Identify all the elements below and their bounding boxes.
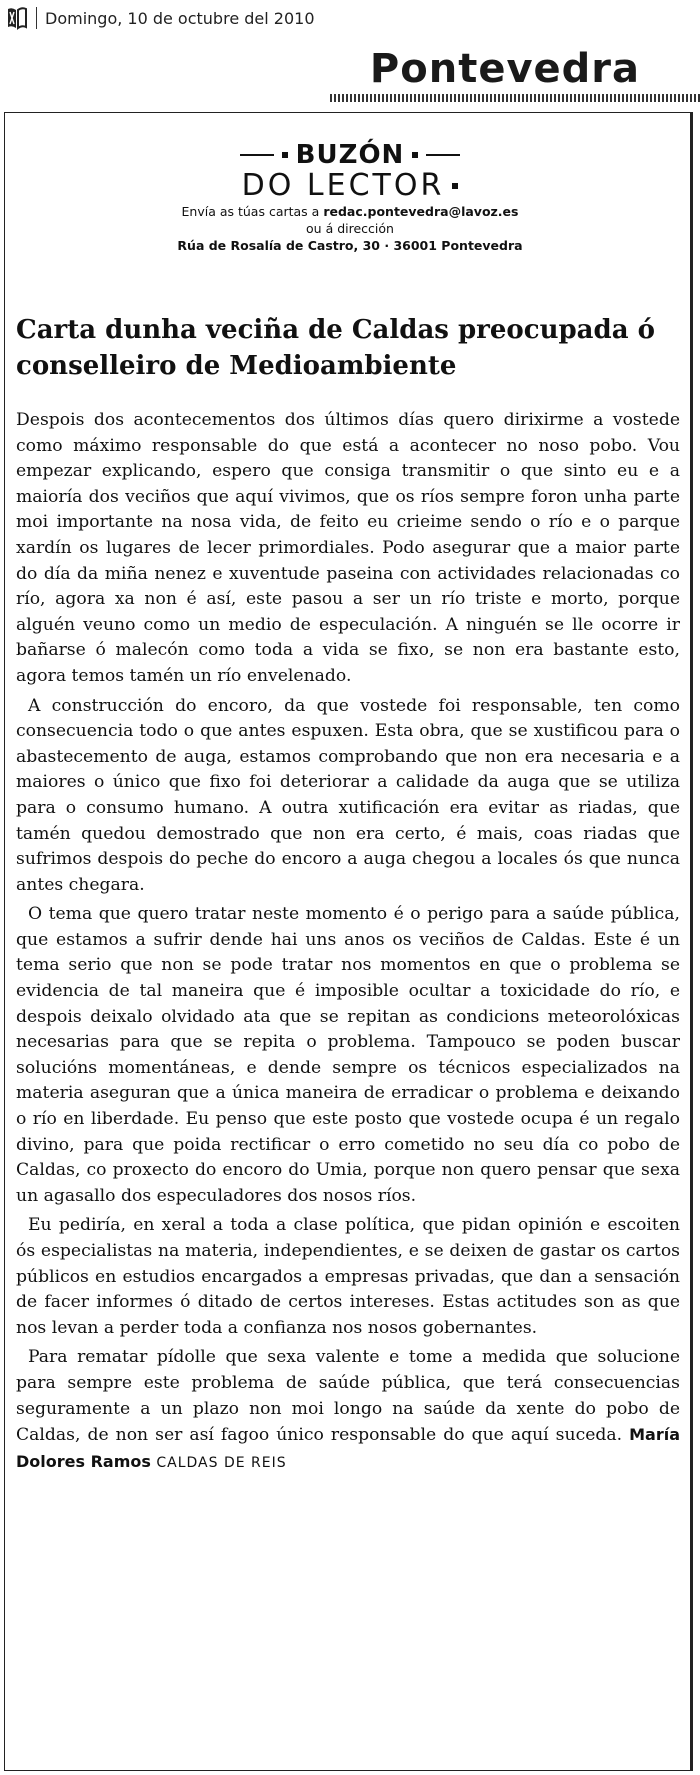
buzon-subtitle: DO LECTOR [241,168,445,203]
buzon-header [0,140,700,254]
bullet-icon [452,183,458,189]
buzon-subtitle-row [242,168,459,203]
paragraph: Despois dos acontecementos dos últimos días quero dirixirme a vostede como máximo responsable do que está a acontecer no noso pobo. Vou empezar explicando, espero que consiga transmitir o que sinto eu e a maioría dos veciños que aquí vivimos, que os ríos sempre foron unha parte moi importante na nosa vida, de feito eu crieime sendo o río e o parque xardín os lugares de lecer primordiales. Podo asegurar que a maior parte do día da miña nenez e xuventude paseina con actividades relacionadas co río, agora xa non é así, este pasou a ser un río triste e morto, porque alguén veuno como un medio de especulación. A ninguén se lle ocorre ir bañarse ó malecón como toda a vida se fixo, se non era bastante esto, agora temos tamén un río envelenado. [16,410,680,686]
top-bar [6,4,696,32]
author-place: CALDAS DE REIS [156,1454,287,1471]
or-line: ou á dirección [306,221,394,236]
author-name: María Dolores Ramos [16,1425,680,1471]
article-headline: Carta dunha veciña de Caldas preocupada ó conselleiro de Medioambiente [16,315,655,381]
send-text: Envía as túas cartas a [181,204,320,219]
postal-address [0,237,700,254]
issue-date: Domingo, 10 de octubre del 2010 [45,8,315,28]
decorative-line [426,154,460,156]
bullet-icon [282,152,288,158]
section-title: Pontevedra [369,46,640,92]
address-text: Rúa de Rosalía de Castro, 30 · 36001 Pontevedra [177,238,523,253]
paragraph: Eu pediría, en xeral a toda a clase política, que pidan opinión e escoiten ós especialistas na materia, independientes, e se deixen de gastar os cartos públicos en estudios encargados a empresas privadas, que dan a sensación de facer informes ó ditado de certos intereses. Estas actitudes son as que nos levan a perder toda a confianza nos nosos gobernantes. [16,1215,680,1338]
buzon-title-row [240,140,461,170]
paragraph: O tema que quero tratar neste momento é o perigo para a saúde pública, que estamos a sufrir dende hai uns anos os veciños de Caldas. Este é un tema serio que non se pode tratar nos momentos en que o problema se evidencia de tal maneira que é imposible ocultar a toxicidade do río, e despois deixalo olvidado ata que se repitan as condicions meteorolóxicas necesarias para que se repita o problema. Tampouco se poden buscar solucións momentáneas, e dende sempre os técnicos especializados na materia aseguran que a única maneira de erradicar o problema e deixando o río en liberdade. Eu penso que este posto que vostede ocupa é un regalo divino, para que poida rectificar o erro cometido no seu día co pobo de Caldas, co proxecto do encoro do Umia, porque non quero pensar que sexa un agasallo dos especuladores dos nosos ríos. [16,904,680,1206]
paragraph: A construcción do encoro, da que vostede foi responsable, ten como consecuencia todo o que antes espuxen. Esta obra, que se xustificou para o abastecemento de auga, estamos comprobando que non era necesaria e a maiores o único que fixo foi deteriorar a calidade da auga que se utiliza para o consumo humano. A outra xutificación era evitar as riadas, que tamén quedou demostrado que non era certo, é mais, coas riadas que sufrimos despois do peche do encoro a auga chegou a locales ós que nunca antes chegara. [16,695,680,895]
section-rule [330,94,700,102]
divider [36,7,37,29]
buzon-title: BUZÓN [295,140,405,170]
paragraph: Para rematar pídolle que sexa valente e tome a medida que solucione para sempre este problema de saúde pública, que terá consecuencias seguramente a un plazo non moi longo na saúde da xente do pobo de Caldas, de non ser así fagoo único responsable do que aquí suceda. [16,1347,680,1446]
newspaper-logo-icon [6,6,28,30]
send-line [0,203,700,220]
paragraph-last [16,1345,680,1476]
contact-email[interactable]: redac.pontevedra@lavoz.es [323,204,519,219]
bullet-icon [412,152,418,158]
decorative-line [240,154,274,156]
article-body [16,408,680,1480]
